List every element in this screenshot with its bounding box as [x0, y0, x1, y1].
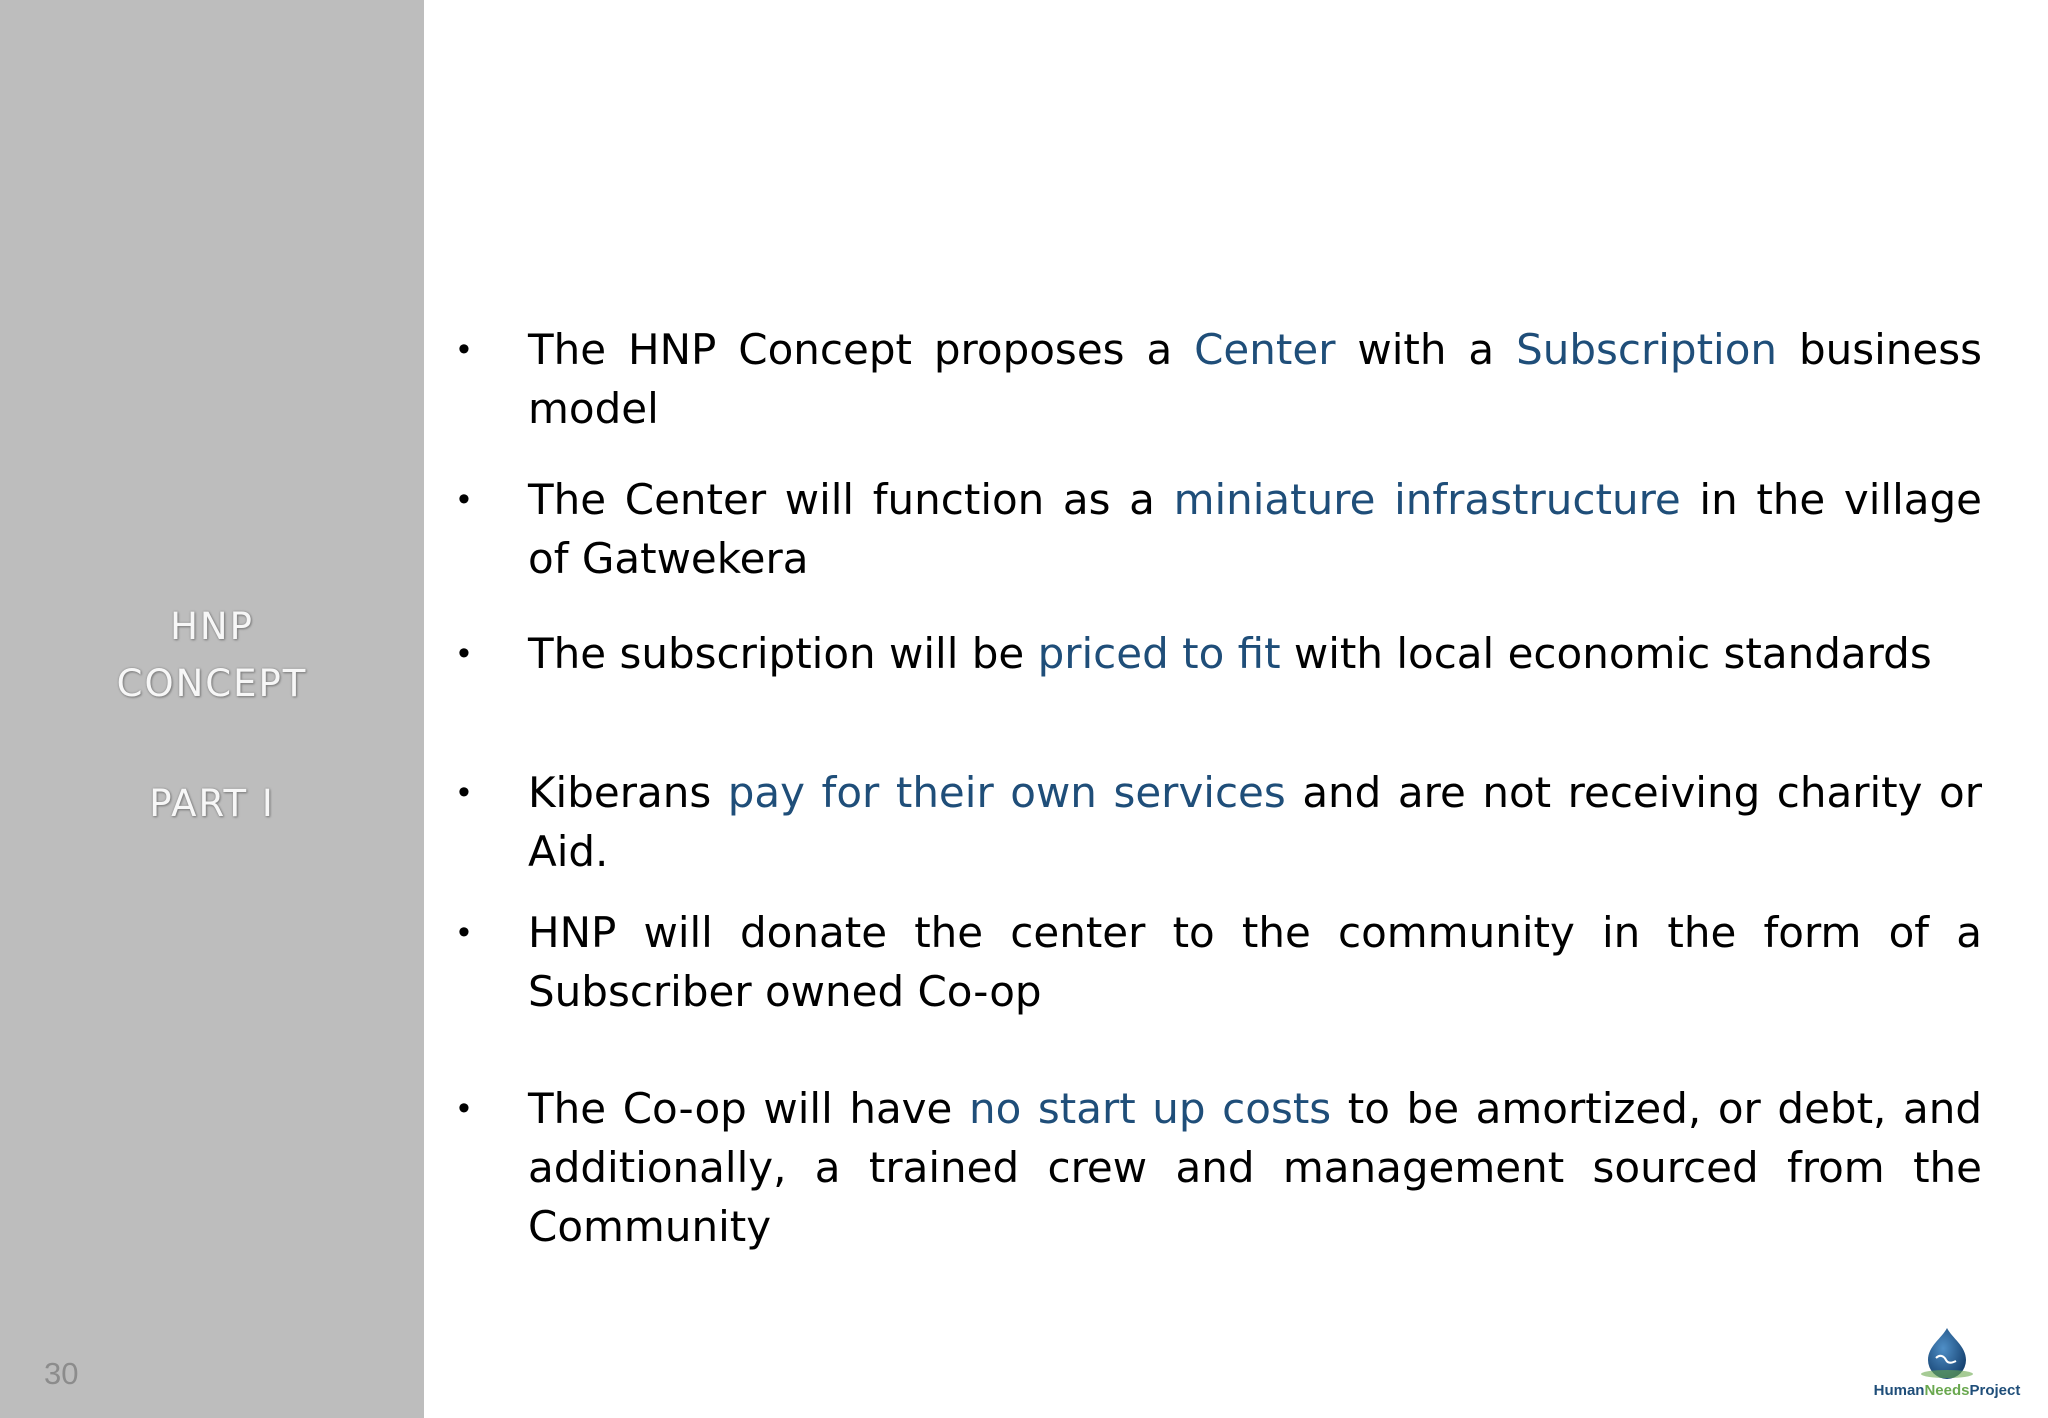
bullet-text — [528, 320, 1982, 438]
section-subtitle: PART I — [149, 782, 275, 825]
highlighted-phrase: Subscription — [1516, 325, 1778, 374]
text-segment: The Center will function as a — [528, 475, 1174, 524]
text-segment: The Co-op will have — [528, 1084, 969, 1133]
human-needs-project-logo — [1872, 1326, 2022, 1406]
highlighted-phrase: Center — [1194, 325, 1336, 374]
logo-word-needs: Needs — [1924, 1382, 1970, 1399]
text-segment: The HNP Concept proposes a — [528, 325, 1195, 374]
bullet-text — [528, 470, 1982, 588]
text-segment: The subscription will be — [528, 629, 1038, 678]
text-segment: Kiberans — [528, 768, 728, 817]
page-number: 30 — [44, 1356, 79, 1391]
text-segment: business model — [528, 325, 1982, 433]
highlighted-phrase: miniature infrastructure — [1173, 475, 1681, 524]
bullet-dot-icon: • — [458, 1089, 470, 1127]
bullet-dot-icon: • — [458, 480, 470, 518]
text-segment: with local economic standards — [1280, 629, 1932, 678]
highlighted-phrase: no start up costs — [968, 1084, 1332, 1133]
bullet-text — [528, 763, 1982, 881]
bullet-dot-icon: • — [458, 634, 470, 672]
bullet-text — [528, 1079, 1982, 1256]
bullet-text — [528, 903, 1982, 1021]
text-segment: in the village of Gatwekera — [528, 475, 1982, 583]
text-segment: and are not receiving charity or Aid. — [528, 768, 1982, 876]
logo-word-human: Human — [1873, 1382, 1925, 1399]
bullet-text — [528, 624, 1982, 683]
section-title-line-1: HNP — [170, 605, 254, 648]
bullet-dot-icon: • — [458, 913, 470, 951]
bullet-dot-icon: • — [458, 773, 470, 811]
text-segment: to be amortized, or debt, and additionally, a trained crew and management sourced from the Community — [528, 1084, 1982, 1251]
section-title-line-2: CONCEPT — [116, 662, 308, 705]
highlighted-phrase: pay for their own services — [727, 768, 1286, 817]
logo-wordmark — [1872, 1382, 2022, 1399]
logo-word-project: Project — [1969, 1382, 2021, 1399]
bullet-dot-icon: • — [458, 330, 470, 368]
text-segment: HNP will donate the center to the community in the form of a Subscriber owned Co-op — [528, 908, 1982, 1016]
highlighted-phrase: priced to fit — [1037, 629, 1281, 678]
text-segment: with a — [1335, 325, 1517, 374]
globe-drop-icon — [1872, 1326, 2022, 1384]
